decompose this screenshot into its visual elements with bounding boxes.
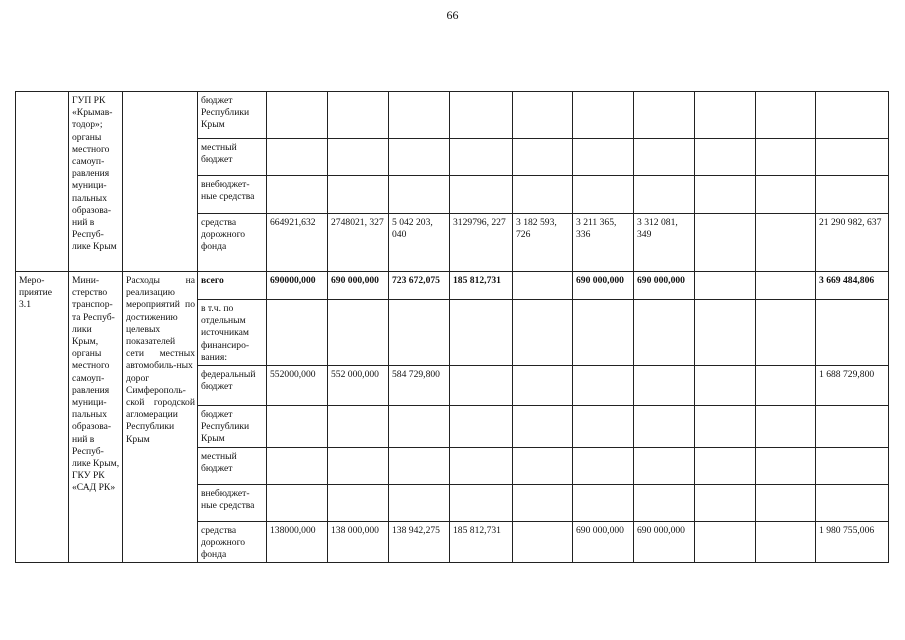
amount-cell — [756, 300, 816, 366]
amount-cell — [816, 176, 889, 214]
amount-cell: 3129796, 227 — [450, 214, 513, 272]
amount-cell — [573, 484, 634, 521]
amount-cell — [267, 139, 328, 176]
amount-cell: 138 000,000 — [328, 521, 389, 563]
amount-cell — [634, 484, 695, 521]
amount-cell — [389, 300, 450, 366]
amount-cell — [328, 484, 389, 521]
amount-cell: 3 312 081, 349 — [634, 214, 695, 272]
amount-cell — [450, 406, 513, 448]
amount-cell — [634, 300, 695, 366]
amount-cell: 723 672,075 — [389, 272, 450, 300]
amount-cell: 1 688 729,800 — [816, 366, 889, 406]
funding-source-cell: местный бюджет — [198, 447, 267, 484]
amount-cell — [695, 92, 756, 139]
measure-cell — [16, 92, 69, 272]
amount-cell — [756, 406, 816, 448]
amount-cell — [328, 139, 389, 176]
amount-cell — [756, 176, 816, 214]
amount-cell — [695, 214, 756, 272]
amount-cell — [816, 484, 889, 521]
amount-cell — [389, 176, 450, 214]
measure-cell: Меро-приятие 3.1 — [16, 272, 69, 563]
amount-cell — [513, 406, 573, 448]
amount-cell — [513, 447, 573, 484]
amount-cell — [267, 447, 328, 484]
amount-cell — [695, 406, 756, 448]
amount-cell: 690 000,000 — [573, 521, 634, 563]
amount-cell — [450, 92, 513, 139]
funding-source-cell: федеральный бюджет — [198, 366, 267, 406]
amount-cell — [328, 92, 389, 139]
amount-cell — [328, 300, 389, 366]
amount-cell — [513, 139, 573, 176]
table-row — [16, 92, 889, 139]
amount-cell — [389, 484, 450, 521]
amount-cell: 690 000,000 — [328, 272, 389, 300]
amount-cell: 552 000,000 — [328, 366, 389, 406]
amount-cell: 3 182 593, 726 — [513, 214, 573, 272]
amount-cell — [756, 92, 816, 139]
amount-cell: 584 729,800 — [389, 366, 450, 406]
amount-cell — [695, 300, 756, 366]
amount-cell — [756, 272, 816, 300]
amount-cell — [267, 300, 328, 366]
amount-cell: 5 042 203, 040 — [389, 214, 450, 272]
amount-cell — [634, 176, 695, 214]
executor-cell: Мини-стерство транспор-та Респуб-лики Крым, органы местного самоуп-равления муници-пальных образова-ний в Респуб-лике Крым, ГКУ РК «САД РК» — [69, 272, 123, 563]
amount-cell — [267, 176, 328, 214]
amount-cell: 1 980 755,006 — [816, 521, 889, 563]
amount-cell — [267, 484, 328, 521]
amount-cell: 690 000,000 — [634, 521, 695, 563]
funding-source-cell: средства дорожного фонда — [198, 214, 267, 272]
amount-cell — [573, 300, 634, 366]
amount-cell — [450, 447, 513, 484]
amount-cell — [573, 447, 634, 484]
amount-cell — [695, 366, 756, 406]
amount-cell — [816, 139, 889, 176]
amount-cell — [267, 92, 328, 139]
amount-cell: 3 211 365, 336 — [573, 214, 634, 272]
amount-cell: 690000,000 — [267, 272, 328, 300]
amount-cell — [450, 139, 513, 176]
funding-source-cell: бюджет Республики Крым — [198, 92, 267, 139]
description-cell — [123, 92, 198, 272]
amount-cell — [328, 447, 389, 484]
amount-cell — [513, 272, 573, 300]
amount-cell — [695, 521, 756, 563]
amount-cell — [816, 92, 889, 139]
amount-cell — [513, 92, 573, 139]
amount-cell — [816, 300, 889, 366]
amount-cell — [756, 214, 816, 272]
amount-cell — [756, 366, 816, 406]
amount-cell — [634, 366, 695, 406]
amount-cell — [389, 92, 450, 139]
amount-cell — [513, 176, 573, 214]
amount-cell — [573, 406, 634, 448]
amount-cell: 21 290 982, 637 — [816, 214, 889, 272]
amount-cell — [389, 447, 450, 484]
page-number: 66 — [446, 8, 459, 22]
amount-cell — [450, 300, 513, 366]
amount-cell — [695, 139, 756, 176]
amount-cell: 138 942,275 — [389, 521, 450, 563]
funding-source-cell: бюджет Республики Крым — [198, 406, 267, 448]
amount-cell — [328, 406, 389, 448]
amount-cell: 2748021, 327 — [328, 214, 389, 272]
amount-cell — [573, 92, 634, 139]
amount-cell — [756, 521, 816, 563]
funding-source-cell: внебюджет-ные средства — [198, 176, 267, 214]
amount-cell — [267, 406, 328, 448]
amount-cell — [634, 92, 695, 139]
amount-cell — [634, 406, 695, 448]
amount-cell — [513, 484, 573, 521]
amount-cell — [328, 176, 389, 214]
funding-table — [15, 91, 889, 563]
amount-cell — [695, 484, 756, 521]
table-row — [16, 272, 889, 300]
amount-cell — [695, 272, 756, 300]
amount-cell: 185 812,731 — [450, 521, 513, 563]
executor-cell: ГУП РК «Крымав-тодор»; органы местного самоуп-равления муници-пальных образова-ний в Респуб-лике Крым — [69, 92, 123, 272]
funding-source-cell: местный бюджет — [198, 139, 267, 176]
funding-source-cell: средства дорожного фонда — [198, 521, 267, 563]
amount-cell: 664921,632 — [267, 214, 328, 272]
amount-cell — [756, 447, 816, 484]
amount-cell — [450, 176, 513, 214]
amount-cell — [756, 139, 816, 176]
amount-cell: 690 000,000 — [634, 272, 695, 300]
amount-cell — [389, 406, 450, 448]
amount-cell — [450, 484, 513, 521]
amount-cell — [816, 447, 889, 484]
amount-cell — [573, 366, 634, 406]
amount-cell: 690 000,000 — [573, 272, 634, 300]
funding-source-cell: в т.ч. по отдельным источникам финансиро-вания: — [198, 300, 267, 366]
amount-cell — [513, 300, 573, 366]
amount-cell — [816, 406, 889, 448]
amount-cell — [389, 139, 450, 176]
amount-cell: 552000,000 — [267, 366, 328, 406]
amount-cell — [756, 484, 816, 521]
amount-cell — [634, 139, 695, 176]
amount-cell — [513, 521, 573, 563]
description-cell: Расходы на реализацию мероприятий по достижению целевых показателей сети местных автомобиль-ных дорог Симферополь-ской городской агломерации Республики Крым — [123, 272, 198, 563]
amount-cell — [450, 366, 513, 406]
amount-cell — [695, 447, 756, 484]
amount-cell — [573, 176, 634, 214]
amount-cell: 3 669 484,806 — [816, 272, 889, 300]
amount-cell: 185 812,731 — [450, 272, 513, 300]
amount-cell — [695, 176, 756, 214]
amount-cell: 138000,000 — [267, 521, 328, 563]
funding-source-cell: всего — [198, 272, 267, 300]
amount-cell — [573, 139, 634, 176]
funding-source-cell: внебюджет-ные средства — [198, 484, 267, 521]
amount-cell — [634, 447, 695, 484]
amount-cell — [513, 366, 573, 406]
